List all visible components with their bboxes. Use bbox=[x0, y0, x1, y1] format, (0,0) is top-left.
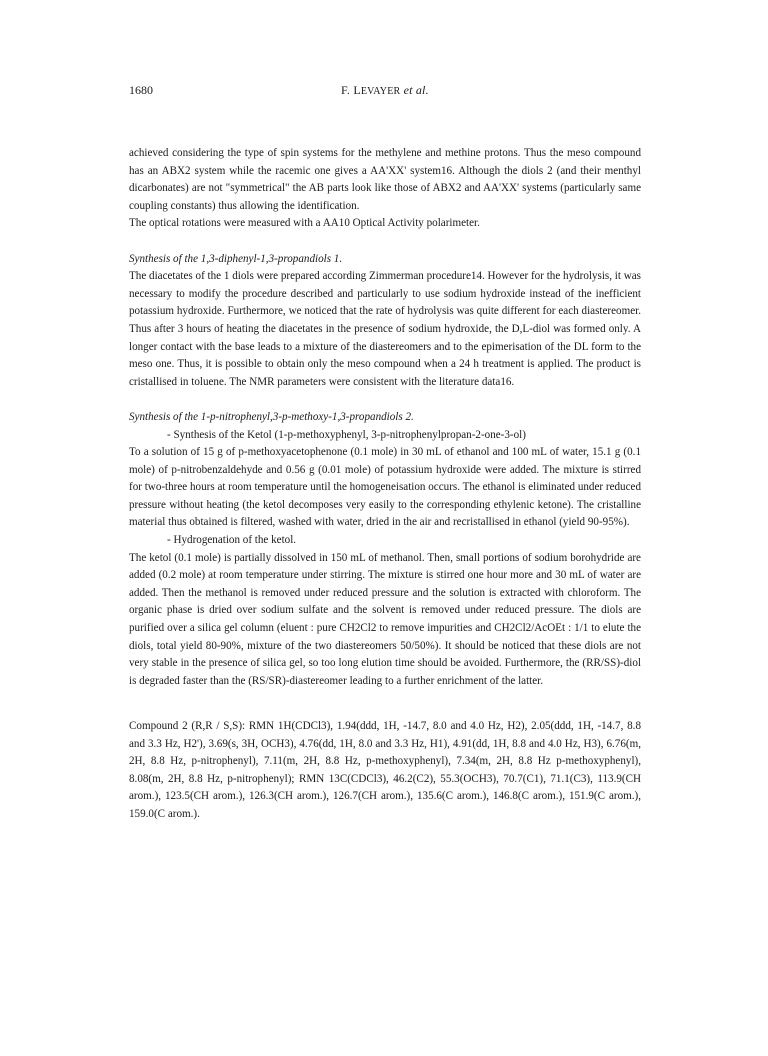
paragraph-optical-rotations: The optical rotations were measured with a AA10 Optical Activity polarimeter. bbox=[129, 217, 480, 230]
paragraph-spin-systems: achieved considering the type of spin systems for the methylene and methine protons. Thus the meso compound has an ABX2 system while the racemic one gives a AA'XX' system16. Although the diols 2 (and their menthyl dicarbonates) are not "symmetrical" the AB parts look like those of ABX2 and AA'XX' systems (particularly same coupling constants) thus allowing the identification. bbox=[129, 147, 641, 212]
section-title-nitrophenyl-methoxy-propandiols: Synthesis of the 1-p-nitrophenyl,3-p-methoxy-1,3-propandiols 2. bbox=[129, 410, 414, 423]
paragraph-diacetates: The diacetates of the 1 diols were prepared according Zimmerman procedure14. However for the hydrolysis, it was necessary to modify the procedure described and particularly to use sodium hydroxide instead of the inefficient potassium hydroxide. Furthermore, we noticed that the rate of hydrolysis was quite different for each diastereomer. Thus after 3 hours of heating the diacetates in the presence of sodium hydroxide, the D,L-diol was formed only. A longer contact with the base leads to a mixture of the diastereomers and to the epimerisation of the DL form to the meso one. Thus, it is possible to obtain only the meso compound when a 24 h treatment is applied. The product is cristallised in toluene. The NMR parameters were consistent with the literature data16. bbox=[129, 270, 641, 388]
subsection-ketol-synthesis: - Synthesis of the Ketol (1-p-methoxyphenyl, 3-p-nitrophenylpropan-2-one-3-ol) bbox=[167, 428, 526, 441]
paragraph-hydrogenation: The ketol (0.1 mole) is partially dissolved in 150 mL of methanol. Then, small portions of sodium borohydride are added (0.2 mole) at room temperature under stirring. The mixture is stirred one hour more and 30 mL of water are added. Then the methanol is removed under reduced pressure and the solution is extracted with chloroform. The organic phase is dried over sodium sulfate and the solvent is removed under reduced pressure. The diols are purified over a silica gel column (eluent : pure CH2Cl2 to remove impurities and CH2Cl2/AcOEt : 1/1 to elute the diols, total yield 80-90%, mixture of the two diastereomers 50/50%). It should be noticed that these diols are not very stable in the presence of silica gel, so too long elution time should be avoided. Furthermore, the (RR/SS)-diol is degraded faster than the (RS/SR)-diastereomer leading to a further enrichment of the latter. bbox=[129, 551, 641, 687]
paragraph-ketol-synthesis: To a solution of 15 g of p-methoxyacetophenone (0.1 mole) in 30 mL of ethanol and 100 mL of water, 15.1 g (0.1 mole) of p-nitrobenzaldehyde and 0.56 g (0.01 mole) of potassium hydroxide were added. The mixture is stirred for two-three hours at room temperature until the homogeneisation occurs. The ethanol is eliminated under reduced pressure without heating (the ketol decomposes very easily to the corresponding ethylenic ketone). The cristalline material thus obtained is filtered, washed with water, dried in the air and recristallised in ethanol (yield 90-95%). bbox=[129, 446, 641, 529]
subsection-hydrogenation: - Hydrogenation of the ketol. bbox=[167, 534, 297, 547]
paragraph-compound-nmr-data: Compound 2 (R,R / S,S): RMN 1H(CDCl3), 1.94(ddd, 1H, -14.7, 8.0 and 4.0 Hz, H2), 2.05(ddd, 1H, -14.7, 8.8 and 3.3 Hz, H2'), 3.69(s, 3H, OCH3), 4.76(dd, 1H, 8.0 and 3.3 Hz, H1), 4.91(dd, 1H, 8.8 and 4.0 Hz, H3), 6.76(m, 2H, 8.8 Hz, p-nitrophenyl), 7.11(m, 2H, 8.8 Hz, p-methoxyphenyl), 7.34(m, 2H, 8.8 Hz p-methoxyphenyl), 8.08(m, 2H, 8.8 Hz, p-nitrophenyl); RMN 13C(CDCl3), 46.2(C2), 55.3(OCH3), 70.7(C1), 71.1(C3), 113.9(CH arom.), 123.5(CH arom.), 126.3(CH arom.), 126.7(CH arom.), 135.6(C arom.), 146.8(C arom.), 151.9(C arom.), 159.0(C arom.). bbox=[129, 720, 641, 820]
article-body bbox=[129, 145, 641, 824]
running-head-author: F. LEVAYER et al. bbox=[341, 83, 429, 97]
section-title-diphenyl-propandiols: Synthesis of the 1,3-diphenyl-1,3-propandiols 1. bbox=[129, 252, 343, 265]
page-number: 1680 bbox=[129, 83, 153, 97]
